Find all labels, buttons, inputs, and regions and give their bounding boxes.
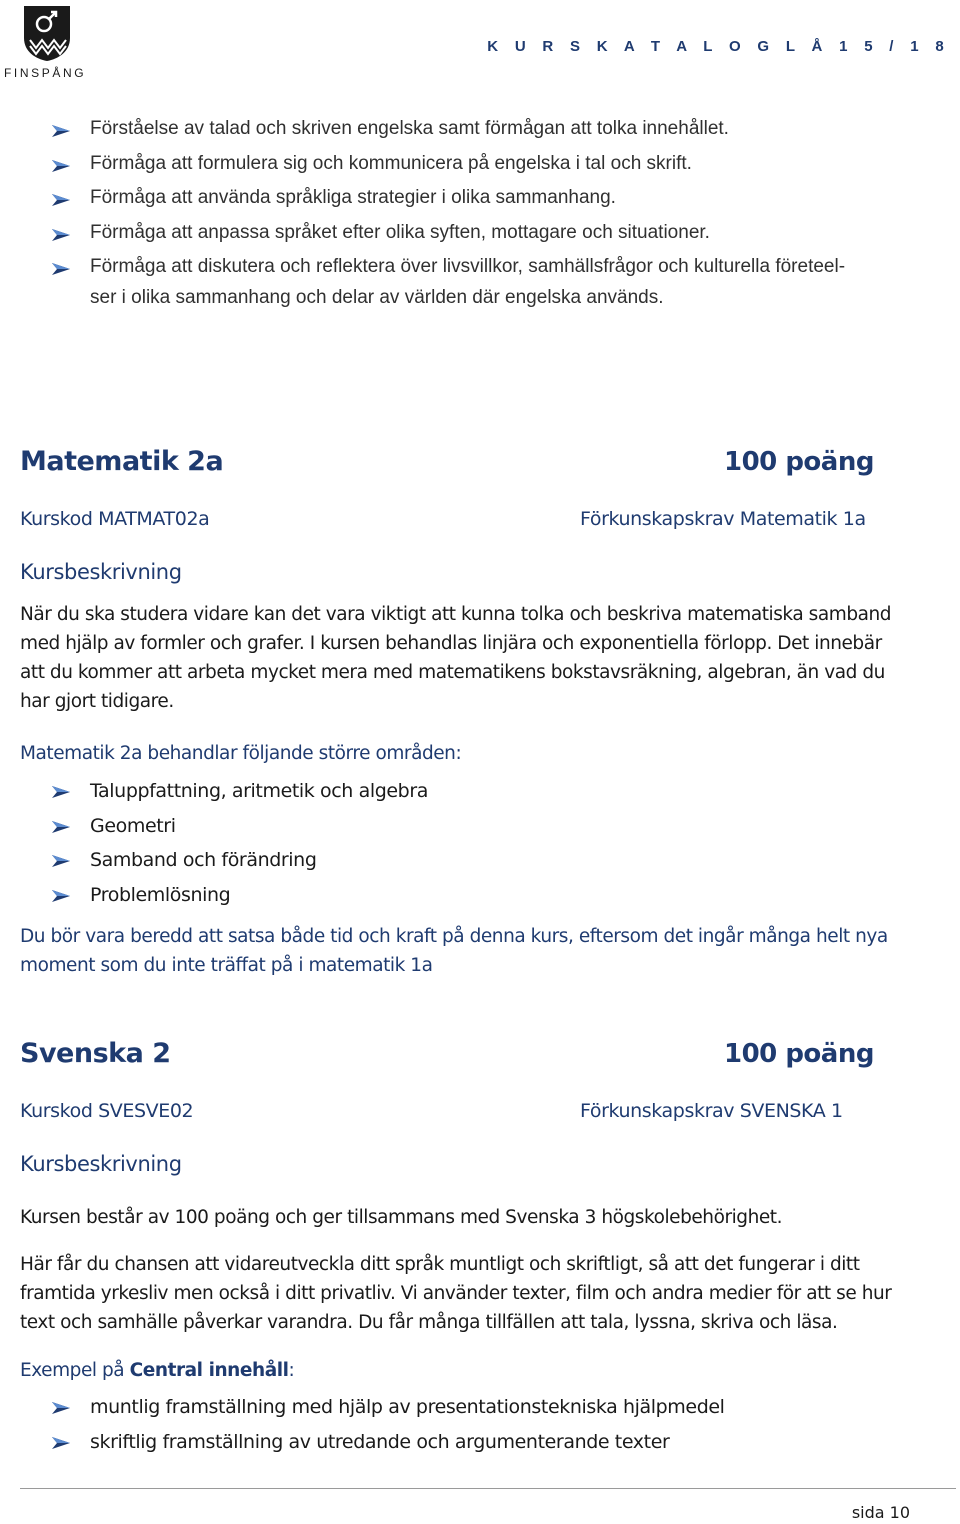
bullet-arrow-icon — [52, 855, 70, 867]
course-title: Matematik 2a — [20, 446, 224, 477]
list-item: skriftlig framställning av utredande och argumenterande texter — [0, 1425, 725, 1460]
list-item: Förmåga att använda språkliga strategier i olika sammanhang. — [0, 182, 845, 213]
course-description: Här får du chansen att vidareutveckla ditt språk muntligt och skriftligt, så att det fungerar i ditt framtida yrkesliv men också i ditt privatliv. Vi använder texter, film och andra medier för att se hur text och samhälle påverkar varandra. Du får många tillfällen att tala, lyssna, skriva och läsa. — [20, 1254, 892, 1333]
course-description: När du ska studera vidare kan det vara viktigt att kunna tolka och beskriva matematiska samband med hjälp av formler och grafer. I kursen behandlas linjära och exponentiella förlopp. Det innebär att du kommer att arbeta mycket mera med matematikens bokstavsräkning, algebran, än vad du har gjort tidigare. — [20, 604, 892, 712]
bullet-arrow-icon — [52, 890, 70, 902]
coat-of-arms-icon — [22, 4, 72, 62]
list-item: Geometri — [0, 809, 428, 844]
course-summary: Kursen består av 100 poäng och ger tillsammans med Svenska 3 högskolebehörighet. — [20, 1207, 783, 1228]
bullet-arrow-icon — [52, 194, 70, 206]
central-content-intro: Exempel på Central innehåll: — [20, 1360, 295, 1381]
list-item: Förmåga att formulera sig och kommunicera på engelska i tal och skrift. — [0, 148, 845, 179]
list-item: muntlig framställning med hjälp av presentationstekniska hjälpmedel — [0, 1390, 725, 1425]
bullet-arrow-icon — [52, 1437, 70, 1449]
intro-goal-list — [0, 113, 845, 317]
description-heading: Kursbeskrivning — [20, 560, 182, 584]
list-item: Taluppfattning, aritmetik och algebra — [0, 774, 428, 809]
areas-list — [0, 774, 428, 912]
course-points: 100 poäng — [724, 1039, 874, 1069]
finspang-logo — [4, 4, 88, 80]
catalog-header-title: K U R S K A T A L O G L Å 1 5 / 1 8 — [487, 38, 950, 55]
list-item: Samband och förändring — [0, 843, 428, 878]
list-item: Förståelse av talad och skriven engelska samt förmågan att tolka innehållet. — [0, 113, 845, 144]
bullet-arrow-icon — [52, 1402, 70, 1414]
areas-intro: Matematik 2a behandlar följande större områden: — [20, 743, 462, 764]
logo-text: FINSPÅNG — [4, 66, 87, 80]
course-requirement: Förkunskapskrav SVENSKA 1 — [580, 1100, 843, 1122]
course-code: Kurskod SVESVE02 — [20, 1100, 194, 1122]
central-content-list — [0, 1390, 725, 1459]
footer-divider — [20, 1488, 956, 1489]
bullet-arrow-icon — [52, 160, 70, 172]
course-title: Svenska 2 — [20, 1038, 171, 1069]
list-item: Förmåga att diskutera och reflektera över livsvillkor, samhällsfrågor och kulturella företeel- ser i olika sammanhang och delar av världen där engelska används. — [0, 251, 845, 313]
course-closing-note: Du bör vara beredd att satsa både tid och kraft på denna kurs, eftersom det ingår många helt nya moment som du inte träffat på i matematik 1a — [20, 926, 888, 976]
course-code: Kurskod MATMAT02a — [20, 508, 210, 530]
list-item: Problemlösning — [0, 878, 428, 913]
bullet-arrow-icon — [52, 821, 70, 833]
bullet-arrow-icon — [52, 263, 70, 275]
bullet-arrow-icon — [52, 229, 70, 241]
bullet-arrow-icon — [52, 786, 70, 798]
bullet-arrow-icon — [52, 125, 70, 137]
page-number: sida 10 — [851, 1503, 910, 1522]
list-item: Förmåga att anpassa språket efter olika syften, mottagare och situationer. — [0, 217, 845, 248]
description-heading: Kursbeskrivning — [20, 1152, 182, 1176]
course-points: 100 poäng — [724, 447, 874, 477]
course-requirement: Förkunskapskrav Matematik 1a — [580, 508, 866, 530]
